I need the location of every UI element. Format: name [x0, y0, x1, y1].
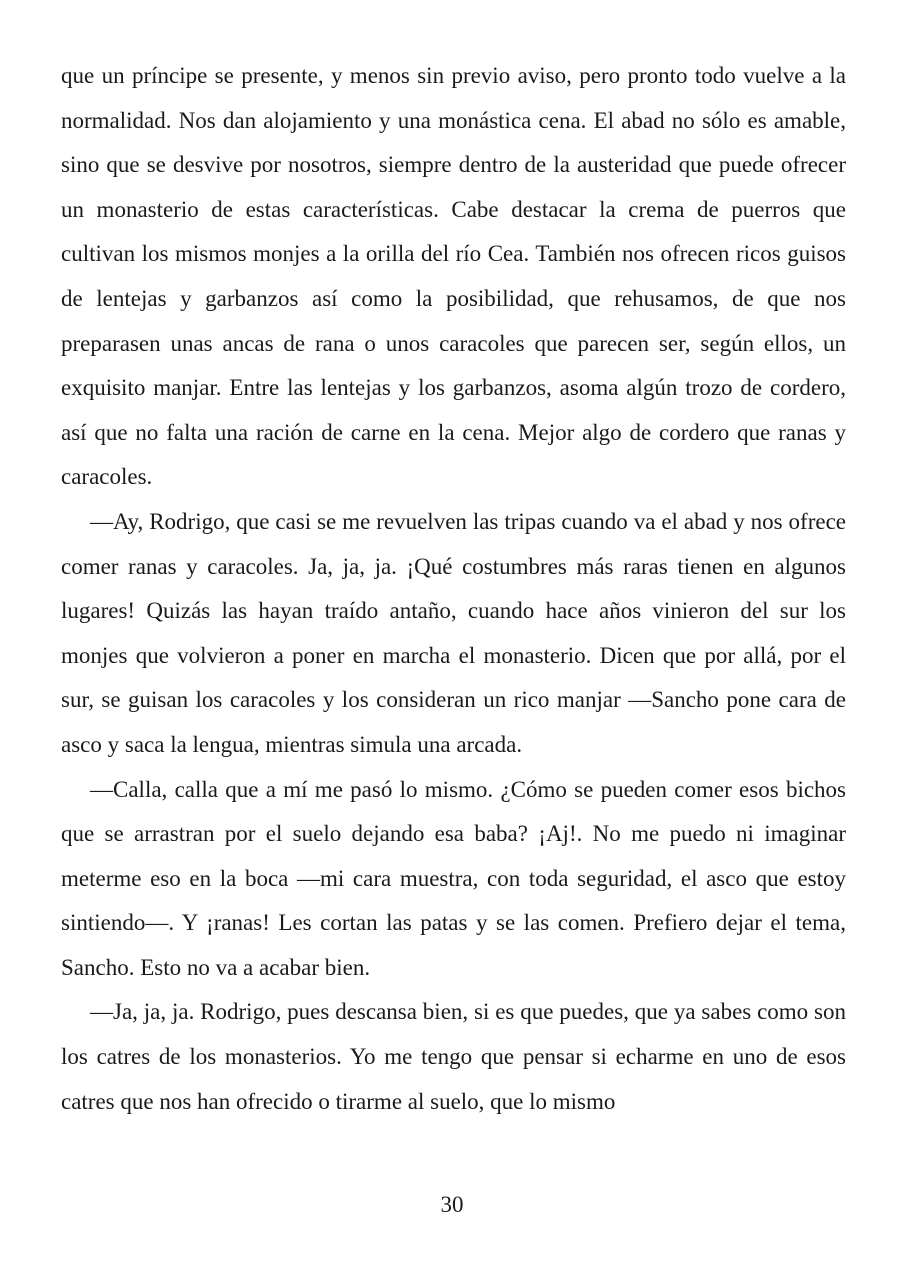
paragraph-dialogue-rodrigo: —Calla, calla que a mí me pasó lo mismo. ¿Cómo se pueden comer esos bichos que se arrastran por el suelo dejando esa baba? ¡Aj!. No me puedo ni imaginar meterme eso en la boca —mi cara muestra, con toda seguridad, el asco que estoy sintiendo—. Y ¡ranas! Les cortan las patas y se las comen. Prefiero dejar el tema, Sancho. Esto no va a acabar bien. [61, 776, 846, 980]
page-number: 30 [440, 1192, 464, 1217]
body-text [61, 54, 846, 1124]
paragraph-dialogue-sancho: —Ay, Rodrigo, que casi se me revuelven las tripas cuando va el abad y nos ofrece comer ranas y caracoles. Ja, ja, ja. ¡Qué costumbres más raras tienen en algunos lugares! Quizás las hayan traído antaño, cuando hace años vinieron del sur los monjes que volvieron a poner en marcha el monasterio. Dicen que por allá, por el sur, se guisan los caracoles y los consideran un rico manjar —Sancho pone cara de asco y saca la lengua, mientras simula una arcada. [61, 508, 846, 757]
paragraph-dialogue-sancho-2: —Ja, ja, ja. Rodrigo, pues descansa bien, si es que puedes, que ya sabes como son los catres de los monasterios. Yo me tengo que pensar si echarme en uno de esos catres que nos han ofrecido o tirarme al suelo, que lo mismo [61, 999, 846, 1114]
paragraph-narration: que un príncipe se presente, y menos sin previo aviso, pero pronto todo vuelve a la normalidad. Nos dan alojamiento y una monástica cena. El abad no sólo es amable, sino que se desvive por nosotros, siempre dentro de la austeridad que puede ofrecer un monasterio de estas características. Cabe destacar la crema de puerros que cultivan los mismos monjes a la orilla del río Cea. También nos ofrecen ricos guisos de lentejas y garbanzos así como la posibilidad, que rehusamos, de que nos preparasen unas ancas de rana o unos caracoles que parecen ser, según ellos, un exquisito manjar. Entre las lentejas y los garbanzos, asoma algún trozo de cordero, así que no falta una ración de carne en la cena. Mejor algo de cordero que ranas y caracoles. [61, 63, 846, 490]
